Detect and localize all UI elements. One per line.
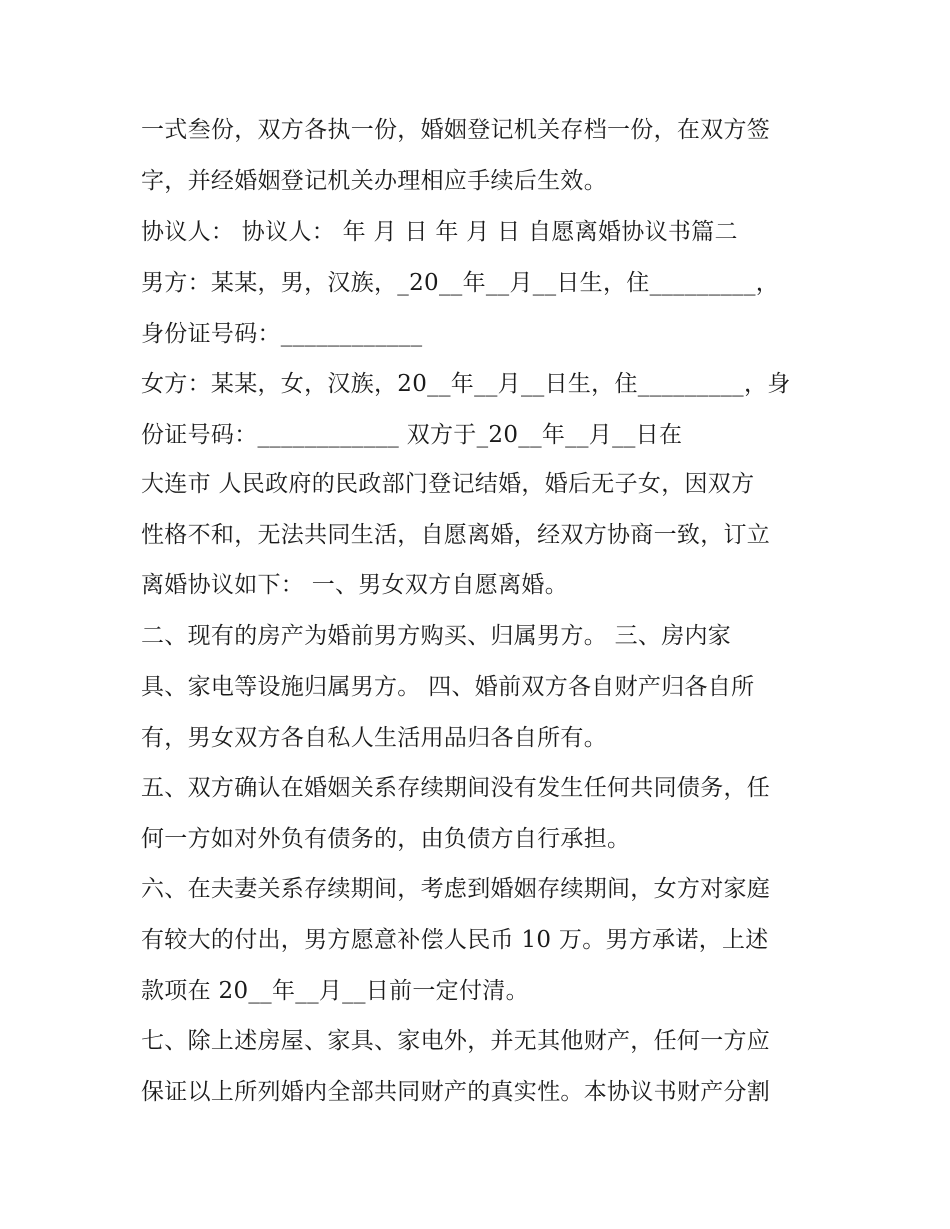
text-line: 大连市 人民政府的民政部门登记结婚，婚后无子女，因双方 [141, 471, 755, 497]
text-line: 五、双方确认在婚姻关系存续期间没有发生任何共同债务，任 [141, 775, 771, 801]
text-line: 有较大的付出，男方愿意补偿人民币 10 万。男方承诺，上述 [141, 927, 769, 953]
text-line: 身份证号码：____________ [141, 321, 423, 347]
text-line: 六、在夫妻关系存续期间，考虑到婚姻存续期间，女方对家庭 [141, 876, 771, 902]
text-line: 有，男女双方各自私人生活用品归各自所有。 [141, 725, 607, 751]
text-line: 协议人： 协议人： 年 月 日 年 月 日 自愿离婚协议书篇二 [141, 219, 738, 245]
text-line: 女方：某某，女，汉族，20__年__月__日生，住_________，身 [141, 371, 791, 397]
text-line: 款项在 20__年__月__日前一定付清。 [141, 978, 529, 1004]
text-line: 性格不和，无法共同生活，自愿离婚，经双方协商一致，订立 [141, 522, 771, 548]
text-line: 字，并经婚姻登记机关办理相应手续后生效。 [141, 168, 607, 194]
text-line: 二、现有的房产为婚前男方购买、归属男方。 三、房内家 [141, 623, 732, 649]
text-line: 一式叁份，双方各执一份，婚姻登记机关存档一份，在双方签 [141, 117, 771, 143]
text-line: 男方：某某，男，汉族，_20__年__月__日生，住_________， [141, 270, 780, 296]
text-line: 份证号码：____________ 双方于_20__年__月__日在 [141, 422, 683, 448]
text-line: 具、家电等设施归属男方。 四、婚前双方各自财产归各自所 [141, 674, 755, 700]
text-line: 何一方如对外负有债务的，由负债方自行承担。 [141, 826, 631, 852]
text-line: 离婚协议如下： 一、男女双方自愿离婚。 [141, 572, 569, 598]
text-line: 七、除上述房屋、家具、家电外，并无其他财产，任何一方应 [141, 1028, 771, 1054]
text-line: 保证以上所列婚内全部共同财产的真实性。本协议书财产分割 [141, 1079, 771, 1105]
